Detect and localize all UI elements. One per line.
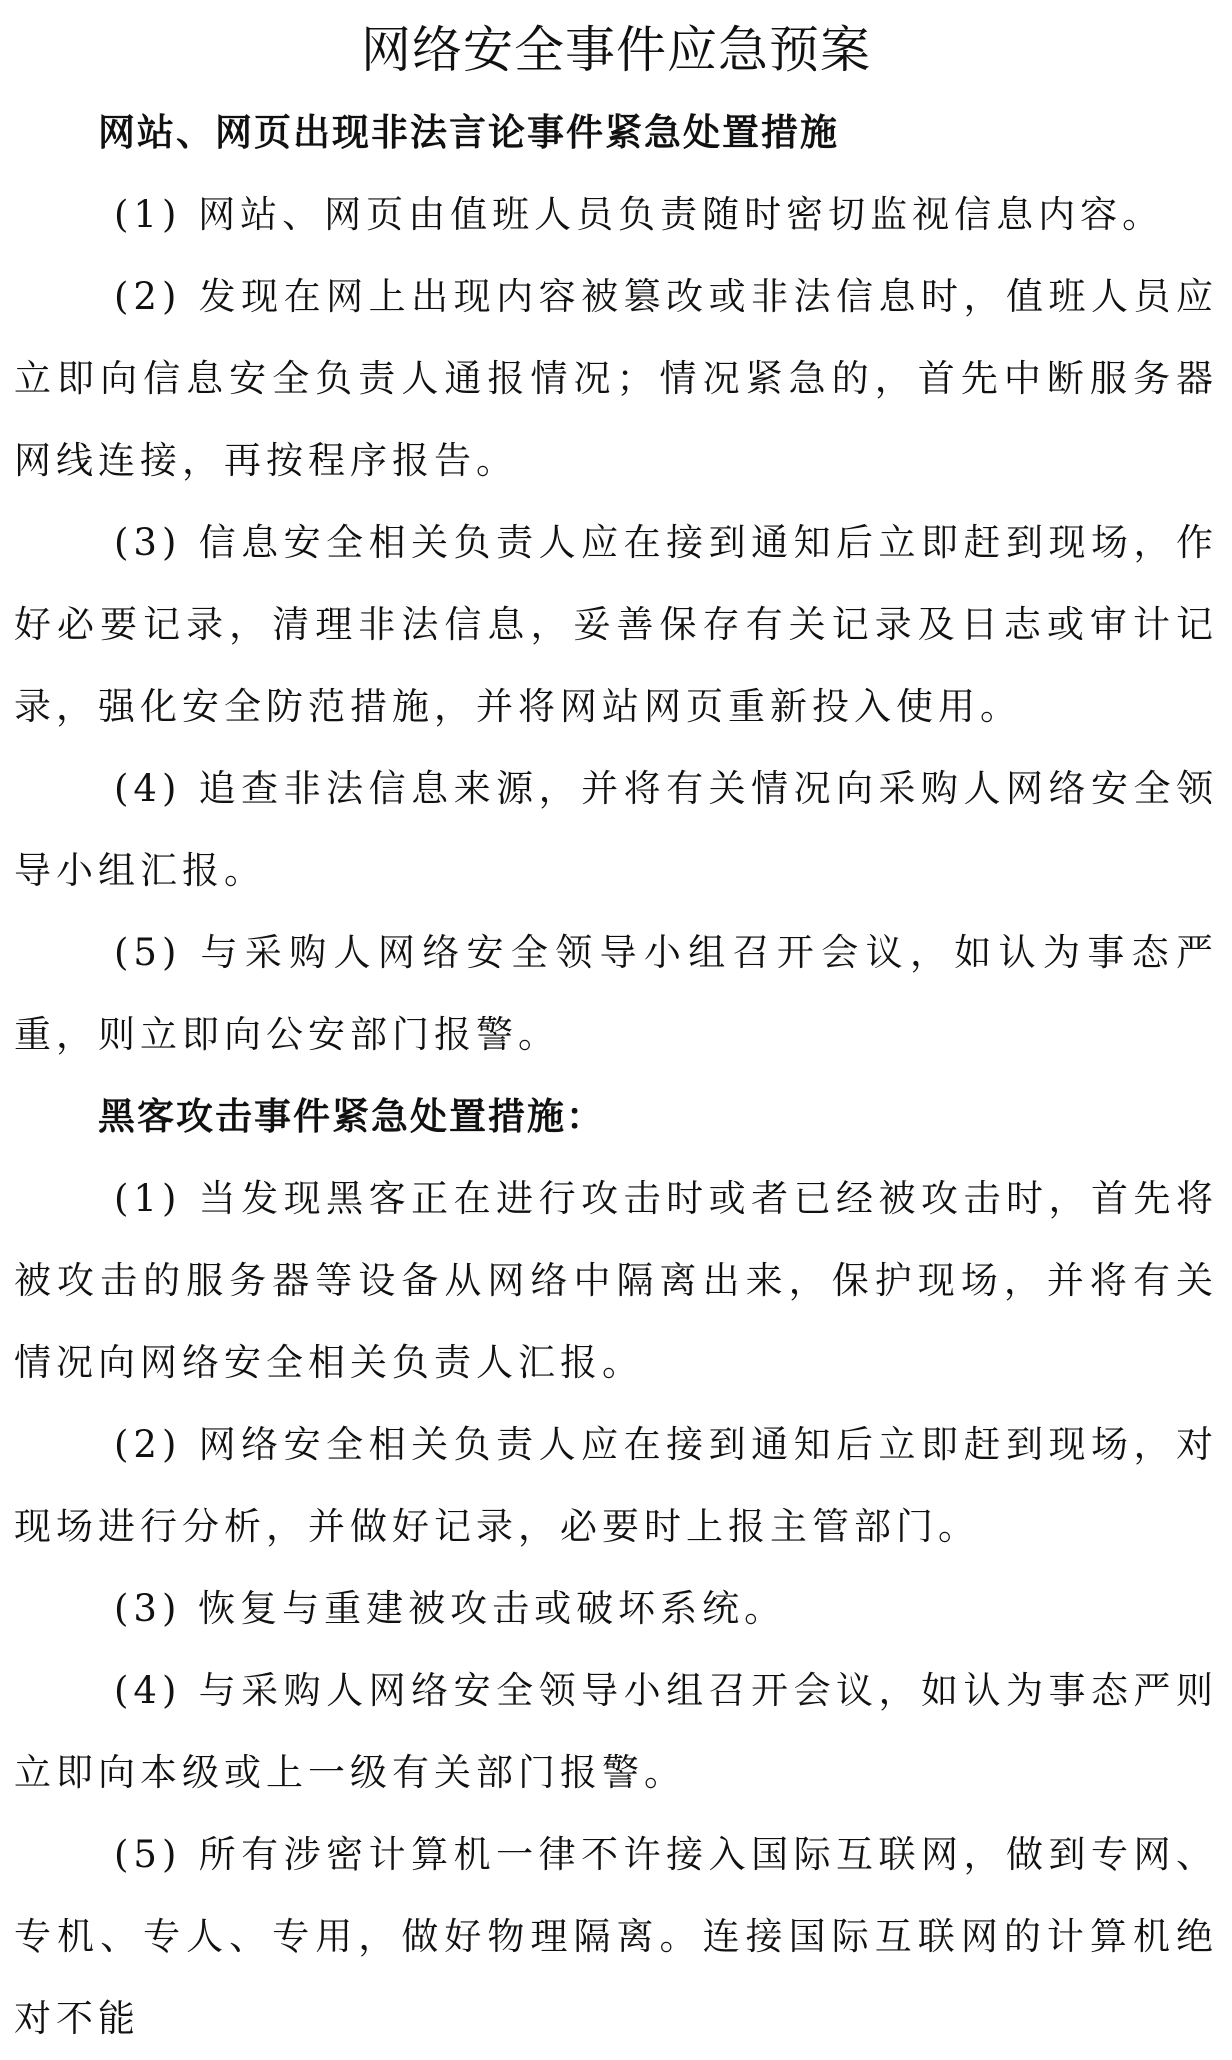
paragraph: (1) 当发现黑客正在进行攻击时或者已经被攻击时，首先将被攻击的服务器等设备从网络中隔离出来，保护现场，并将有关情况向网络安全相关负责人汇报。 xyxy=(14,1177,1218,1384)
paragraph: (3) 信息安全相关负责人应在接到通知后立即赶到现场，作好必要记录，清理非法信息，妥善保存有关记录及日志或审计记录，强化安全防范措施，并将网站网页重新投入使用。 xyxy=(14,521,1218,728)
section-heading-website: 网站、网页出现非法言论事件紧急处置措施 xyxy=(98,111,839,154)
paragraph: (5) 与采购人网络安全领导小组召开会议，如认为事态严重，则立即向公安部门报警。 xyxy=(14,931,1218,1056)
document-title: 网络安全事件应急预案 xyxy=(361,21,871,79)
paragraph: (2) 发现在网上出现内容被篡改或非法信息时，值班人员应立即向信息安全负责人通报情况；情况紧急的，首先中断服务器网线连接，再按程序报告。 xyxy=(14,275,1218,482)
paragraph: (5) 所有涉密计算机一律不许接入国际互联网，做到专网、专机、专人、专用，做好物理隔离。连接国际互联网的计算机绝对不能 xyxy=(14,1833,1218,2040)
paragraph: (3) 恢复与重建被攻击或破坏系统。 xyxy=(114,1587,787,1630)
paragraph: (4) 与采购人网络安全领导小组召开会议，如认为事态严则立即向本级或上一级有关部门报警。 xyxy=(14,1669,1218,1794)
section-heading-hacker: 黑客攻击事件紧急处置措施： xyxy=(98,1095,605,1138)
paragraph: (4) 追查非法信息来源，并将有关情况向采购人网络安全领导小组汇报。 xyxy=(14,767,1218,892)
paragraph: (2) 网络安全相关负责人应在接到通知后立即赶到现场，对现场进行分析，并做好记录，必要时上报主管部门。 xyxy=(14,1423,1218,1548)
paragraph: (1) 网站、网页由值班人员负责随时密切监视信息内容。 xyxy=(114,193,1165,236)
